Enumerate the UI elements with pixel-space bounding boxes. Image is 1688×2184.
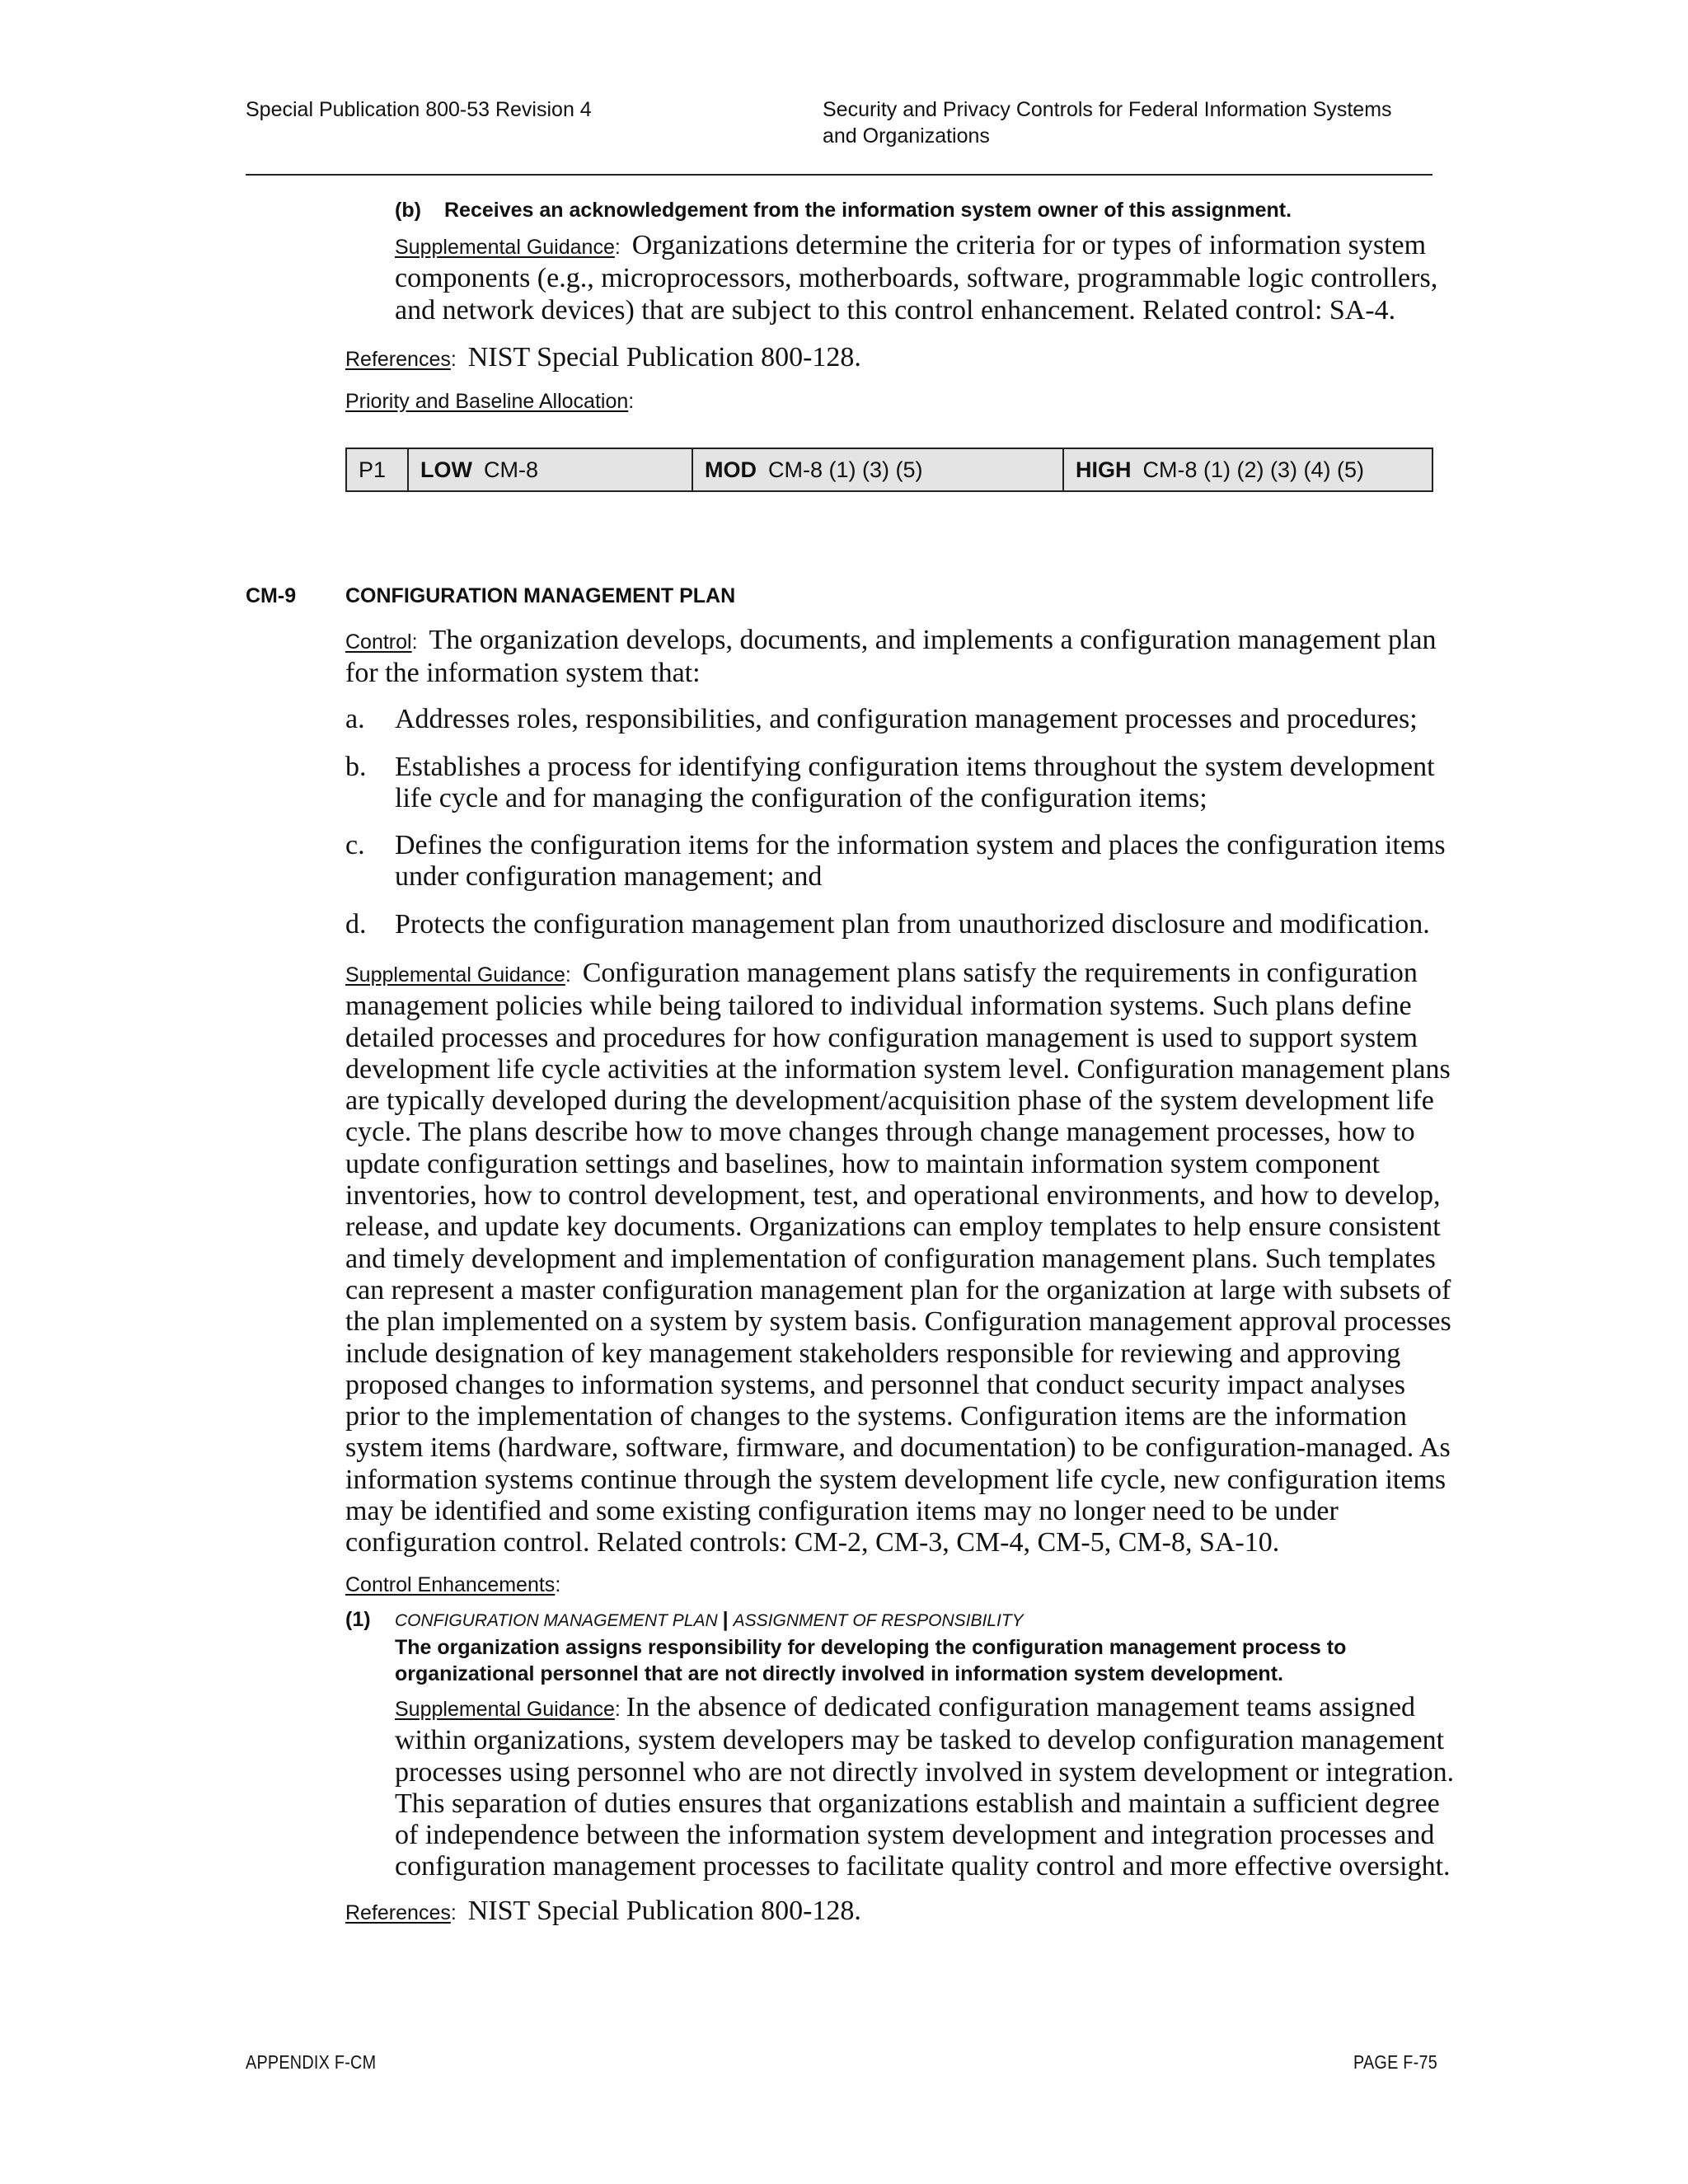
item-letter: d. [345,909,367,940]
supp-line: within organizations, system developers may be tasked to develop configuration management [395,1725,1445,1756]
supp-line: of independence between the information system development and integration processes and [395,1820,1435,1851]
low-baseline-cell [408,448,692,491]
item-c-line: under configuration management; and [395,861,823,893]
enhancement-title-left: CONFIGURATION MANAGEMENT PLAN [395,1611,718,1630]
references-text: NIST Special Publication 800-128. [467,342,861,373]
references-top: References: NIST Special Publication 800-128. [345,342,861,373]
enhancement-title-right: ASSIGNMENT OF RESPONSIBILITY [733,1611,1024,1630]
priority-baseline-heading: Priority and Baseline Allocation: [345,390,635,413]
supp-line: configuration management processes to facilitate quality control and more effective oversight. [395,1851,1451,1882]
control-statement: Control: The organization develops, documents, and implements a configuration management plan for the information system that: [345,625,1437,689]
supp-line: update configuration settings and baselines, how to maintain information system component [345,1148,1380,1179]
high-value: CM-8 (1) (2) (3) (4) (5) [1142,457,1364,482]
supplemental-guidance-label: Supplemental Guidance [395,236,615,259]
enhancement-statement-line: The organization assigns responsibility for developing the configuration management process to [395,1636,1347,1659]
supp-line: system items (hardware, software, firmware, and documentation) to be configuration-managed. As [345,1432,1451,1464]
control-title: CONFIGURATION MANAGEMENT PLAN [345,584,736,607]
item-d-text: Protects the configuration management plan from unauthorized disclosure and modification. [395,909,1430,940]
supp-line: management policies while being tailored to individual information systems. Such plans define [345,991,1412,1022]
mod-label: MOD [705,457,757,482]
supplemental-guidance-cm9: Supplemental Guidance: Configuration management plans satisfy the requirements in configuration management policies while being tailored to individual information systems. Such plans define detailed processes and procedures for how configuration management is used to support system development life cycle activities at the information system level. Configuration management plans are typically developed during the development/acquisition phase of the system development life cycle. The plans describe how to move changes through change management processes, how to update configuration settings and baselines, how to maintain information system component inventories, how to control development, test, and operational environments, and how to develop, release, and update key documents. Organizations can employ templates to help ensure consistent and timely development and implementation of configuration management plans. Such templates can represent a master configuration management plan for the organization at large with subsets of the plan implemented on a system by system basis. Configuration management approval processes include designation of key management stakeholders responsible for reviewing and approving proposed changes to information systems, and personnel that conduct security impact analyses prior to the implementation of changes to the systems. Configuration items are the information system items (hardware, software, firmware, and documentation) to be configuration-managed. As information systems continue through the system development life cycle, new configuration items may be identified and some existing configuration items may no longer need to be under configuration control. Related controls: CM-2, CM-3, CM-4, CM-5, CM-8, SA-10. [345,958,1451,1558]
supp-line: Organizations determine the criteria for or types of information system [631,230,1427,260]
footer-right: PAGE F-75 [1353,2051,1437,2073]
item-b-line: life cycle and for managing the configuration of the configuration items; [395,783,1207,814]
supp-line: processes using personnel who are not directly involved in system development or integration. [395,1756,1455,1788]
references-text: NIST Special Publication 800-128. [467,1896,861,1926]
supp-line: inventories, how to control development, test, and operational environments, and how to develop, [345,1180,1441,1212]
supp-line: This separation of duties ensures that organizations establish and maintain a sufficient degree [395,1788,1440,1819]
enhancement-statement [395,1634,1346,1687]
priority-baseline-table [345,448,1433,492]
supp-line: may be identified and some existing configuration items may no longer need to be under [345,1496,1339,1527]
control-label: Control [345,630,412,654]
enhancement-title [395,1608,1024,1632]
header-right-line2: and Organizations [823,124,990,148]
supp-line: cycle. The plans describe how to move changes through change management processes, how to [345,1117,1415,1148]
item-letter: a. [345,704,365,734]
enhancement-statement-line: organizational personnel that are not directly involved in information system development. [395,1662,1283,1685]
item-b-line: Establishes a process for identifying configuration items throughout the system development [395,752,1435,782]
enhancement-separator: | [722,1608,729,1631]
supp-line: and network devices) that are subject to this control enhancement. Related control: SA-4. [395,294,1396,326]
supp-line: detailed processes and procedures for how configuration management is used to support system [345,1022,1418,1053]
supp-line: information systems continue through the system development life cycle, new configuration items [345,1464,1447,1495]
control-enhancements-heading: Control Enhancements: [345,1573,561,1596]
low-label: LOW [420,457,472,482]
control-enhancements-label: Control Enhancements [345,1573,556,1596]
item-b [395,752,1435,815]
item-letter: b. [345,752,367,782]
supp-line: release, and update key documents. Organizations can employ templates to help ensure consistent [345,1212,1441,1243]
supplemental-guidance-label: Supplemental Guidance [345,963,565,987]
enhancement-marker: (1) [345,1608,371,1631]
header-rule [246,174,1432,176]
mod-value: CM-8 (1) (3) (5) [768,457,923,482]
item-letter: c. [345,830,365,860]
enh-item-b-marker: (b) [395,199,421,222]
supplemental-guidance-enh1: Supplemental Guidance: In the absence of dedicated configuration management teams assigned within organizations, system developers may be tasked to develop configuration management processes using personnel who are not directly involved in system development or integration. This separation of duties ensures that organizations establish and maintain a sufficient degree of independence between the information system development and integration processes and configuration management processes to facilitate quality control and more effective oversight. [395,1692,1455,1882]
supplemental-guidance-top: Supplemental Guidance: Organizations determine the criteria for or types of information system components (e.g., microprocessors, motherboards, software, programmable logic controllers, and network devices) that are subject to this control enhancement. Related control: SA-4. [395,230,1438,326]
supp-line: In the absence of dedicated configuration management teams assigned [626,1692,1416,1722]
references-cm9: References: NIST Special Publication 800-128. [345,1896,861,1926]
supp-line: prior to the implementation of changes to the systems. Configuration items are the information [345,1401,1407,1432]
supp-line: proposed changes to information systems, and personnel that conduct security impact analyses [345,1369,1406,1400]
references-label: References [345,1901,451,1924]
supp-line: are typically developed during the development/acquisition phase of the system development life [345,1085,1434,1117]
item-a-text: Addresses roles, responsibilities, and configuration management processes and procedures; [395,704,1418,734]
supp-line: and timely development and implementation of configuration management plans. Such templates [345,1243,1436,1274]
supp-line: development life cycle activities at the information system level. Configuration management plans [345,1053,1451,1085]
header-right-line1: Security and Privacy Controls for Federal Information Systems [823,98,1392,121]
item-c [395,830,1446,893]
supp-line: include designation of key management stakeholders responsible for reviewing and approving [345,1338,1401,1369]
control-id: CM-9 [246,584,297,607]
references-label: References [345,348,451,371]
control-line: for the information system that: [345,658,701,689]
supp-line: configuration control. Related controls: CM-2, CM-3, CM-4, CM-5, CM-8, SA-10. [345,1527,1280,1558]
control-line: The organization develops, documents, and implements a configuration management plan [429,625,1437,655]
high-baseline-cell [1063,448,1432,491]
supplemental-guidance-label: Supplemental Guidance [395,1698,615,1721]
footer-left: APPENDIX F-CM [246,2051,377,2073]
mod-baseline-cell [692,448,1063,491]
priority-baseline-label: Priority and Baseline Allocation [345,390,629,413]
enh-item-b-text: Receives an acknowledgement from the information system owner of this assignment. [444,199,1292,222]
supp-line: Configuration management plans satisfy the requirements in configuration [582,958,1418,988]
supp-line: the plan implemented on a system by system basis. Configuration management approval processes [345,1306,1451,1338]
item-c-line: Defines the configuration items for the information system and places the configuration items [395,830,1446,860]
high-label: HIGH [1076,457,1132,482]
priority-cell: P1 [346,448,408,491]
supp-line: can represent a master configuration management plan for the organization at large with subsets of [345,1274,1451,1305]
low-value: CM-8 [483,457,538,482]
header-left: Special Publication 800-53 Revision 4 [246,98,592,121]
supp-line: components (e.g., microprocessors, motherboards, software, programmable logic controllers, [395,263,1438,294]
